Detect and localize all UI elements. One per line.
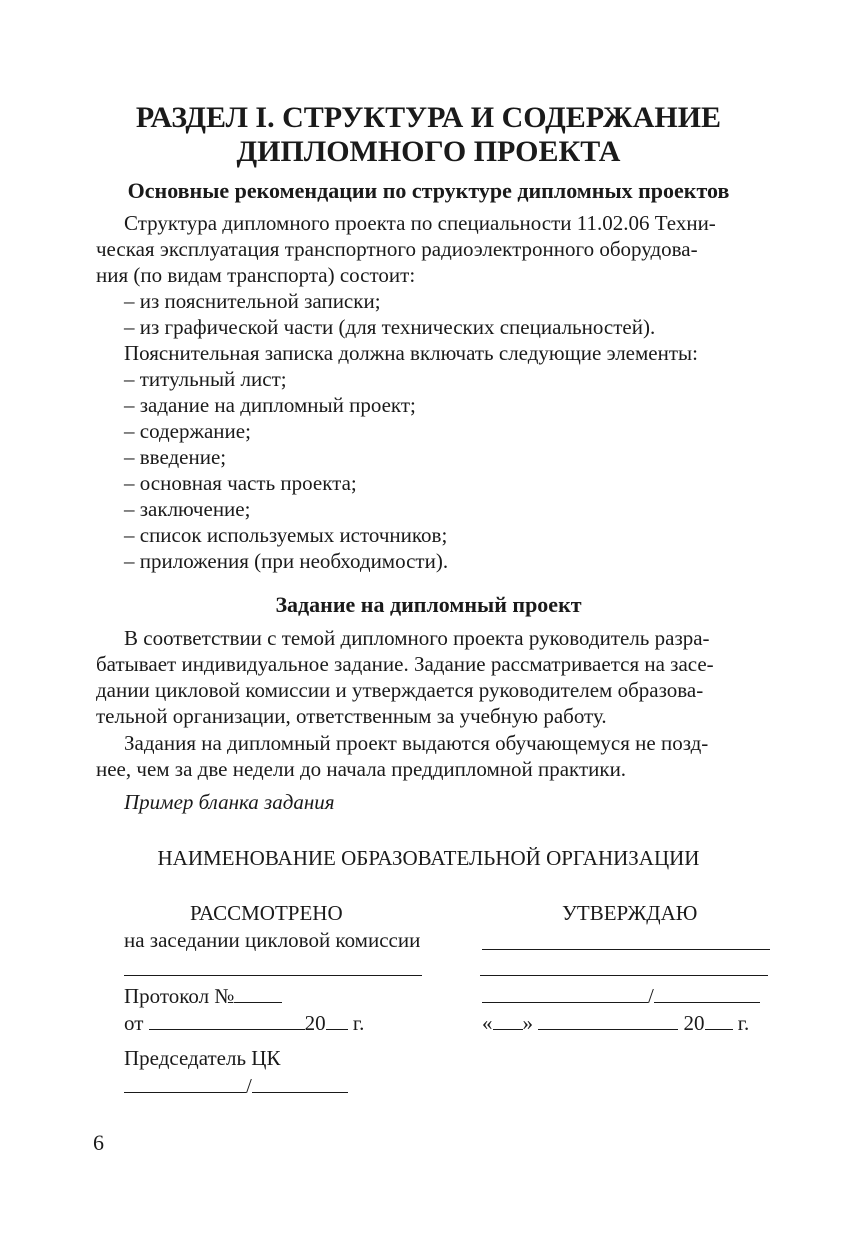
signature-blank bbox=[482, 982, 648, 1003]
considered-subtitle: на заседании цикловой комиссии bbox=[124, 928, 421, 952]
approver-position-line bbox=[482, 949, 770, 950]
protocol-line bbox=[124, 982, 282, 1009]
chairman-label: Председатель ЦК bbox=[124, 1046, 281, 1070]
list-item: – заключение; bbox=[124, 497, 251, 521]
paragraph-line: Пояснительная записка должна включать следующие элементы: bbox=[124, 341, 698, 365]
section-title-line-2: ДИПЛОМНОГО ПРОЕКТА bbox=[236, 135, 621, 168]
approve-title: УТВЕРЖДАЮ bbox=[562, 901, 698, 925]
chairman-signature-line bbox=[124, 1072, 348, 1099]
list-item: – список используемых источников; bbox=[124, 523, 448, 547]
year-label: 20 bbox=[683, 1011, 705, 1035]
quote-close: » bbox=[522, 1011, 533, 1035]
list-item: – задание на дипломный проект; bbox=[124, 393, 416, 417]
slash: / bbox=[246, 1074, 252, 1098]
list-item: – введение; bbox=[124, 445, 227, 469]
section-title-line-1: РАЗДЕЛ I. СТРУКТУРА И СОДЕРЖАНИЕ bbox=[135, 101, 722, 134]
year-suffix: г. bbox=[352, 1011, 365, 1035]
signature-blank bbox=[124, 1072, 246, 1093]
paragraph-line bbox=[124, 210, 774, 236]
name-blank bbox=[654, 982, 760, 1003]
list-item: – из графической части (для технических специальностей). bbox=[124, 315, 656, 339]
date-blank bbox=[149, 1009, 305, 1030]
text-line: Структура дипломного проекта по специальности 11.02.06 Техни- bbox=[124, 211, 716, 235]
subtitle-structure: Основные рекомендации по структуре дипломных проектов bbox=[127, 178, 730, 203]
commission-name-line bbox=[124, 975, 422, 976]
page-number: 6 bbox=[93, 1130, 104, 1155]
year-label: 20 bbox=[304, 1011, 326, 1035]
example-caption: Пример бланка задания bbox=[124, 790, 335, 814]
month-blank bbox=[538, 1009, 678, 1030]
year-blank bbox=[705, 1009, 733, 1030]
considered-title: РАССМОТРЕНО bbox=[190, 901, 343, 925]
org-name: НАИМЕНОВАНИЕ ОБРАЗОВАТЕЛЬНОЙ ОРГАНИЗАЦИИ bbox=[157, 846, 700, 870]
paragraph-line: В соответствии с темой дипломного проекта руководитель разра- bbox=[124, 626, 710, 650]
year-blank bbox=[326, 1009, 348, 1030]
date-line bbox=[124, 1009, 364, 1036]
protocol-label: Протокол № bbox=[124, 984, 235, 1008]
quote-open: « bbox=[482, 1011, 493, 1035]
paragraph-line: батывает индивидуальное задание. Задание рассматривается на засе- bbox=[96, 652, 714, 676]
approver-signature-line bbox=[482, 982, 760, 1009]
list-item: – содержание; bbox=[124, 419, 251, 443]
paragraph-line: нее, чем за две недели до начала преддипломной практики. bbox=[96, 757, 627, 781]
from-label: от bbox=[124, 1011, 144, 1035]
protocol-number-blank bbox=[234, 982, 282, 1003]
paragraph-line: ния (по видам транспорта) состоит: bbox=[96, 263, 416, 287]
name-blank bbox=[252, 1072, 348, 1093]
paragraph-line: Задания на дипломный проект выдаются обучающемуся не позд- bbox=[124, 731, 709, 755]
year-suffix: г. bbox=[737, 1011, 750, 1035]
list-item: – основная часть проекта; bbox=[124, 471, 357, 495]
paragraph-line: дании цикловой комиссии и утверждается руководителем образова- bbox=[96, 678, 704, 702]
day-blank bbox=[493, 1009, 523, 1030]
approver-org-line bbox=[480, 975, 768, 976]
list-item: – из пояснительной записки; bbox=[124, 289, 381, 313]
paragraph-line: ческая эксплуатация транспортного радиоэлектронного оборудова- bbox=[96, 237, 698, 261]
list-item: – приложения (при необходимости). bbox=[124, 549, 449, 573]
paragraph-line: тельной организации, ответственным за учебную работу. bbox=[96, 704, 607, 728]
slash: / bbox=[648, 984, 654, 1008]
list-item: – титульный лист; bbox=[124, 367, 287, 391]
subtitle-assignment: Задание на дипломный проект bbox=[275, 592, 582, 617]
approve-date-line bbox=[482, 1009, 749, 1036]
